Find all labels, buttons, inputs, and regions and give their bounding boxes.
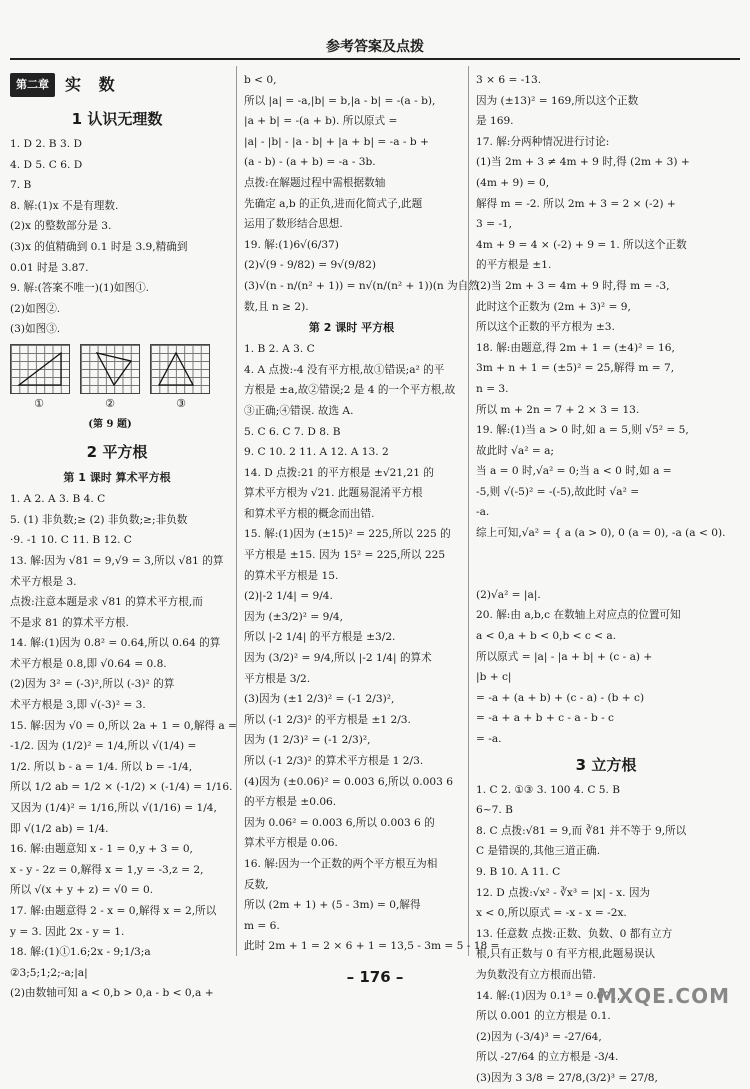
answer-line: 先确定 a,b 的正负,进而化简式子,此题 — [244, 197, 423, 210]
answer-line: 所以 |a| = -a,|b| = b,|a - b| = -(a - b), — [244, 94, 436, 107]
answer-line: (2)因为 3² = (-3)²,所以 (-3)² 的算 — [10, 678, 175, 691]
answer-line: 当 a = 0 时,√a² = 0;当 a < 0 时,如 a = — [476, 465, 672, 478]
answer-line: 18. 解:由题意,得 2m + 1 = (±4)² = 16, — [476, 341, 675, 354]
grid-figure-3 — [150, 344, 210, 394]
answer-line: 13. 任意数 点拨:正数、负数、0 都有立方 — [476, 927, 673, 940]
answer-line: 17. 解:分两种情况进行讨论: — [476, 135, 610, 148]
column-divider-1 — [236, 66, 237, 956]
answer-line: 所以 (-1 2/3)² 的平方根是 ±1 2/3. — [244, 713, 411, 726]
answer-line: 即 √(1/2 ab) = 1/4. — [10, 822, 109, 835]
answer-line: 所以 0.001 的立方根是 0.1. — [476, 1010, 611, 1023]
answer-line: n = 3. — [476, 382, 509, 395]
chapter-heading — [10, 70, 224, 100]
answer-line: = -a + (a + b) + (c - a) - (b + c) — [476, 691, 645, 704]
answer-line: 所以 |-2 1/4| 的平方根是 ±3/2. — [244, 631, 396, 644]
answer-line: 的平方根是 ±0.06. — [244, 796, 337, 809]
answer-line: 的算术平方根是 15. — [244, 569, 339, 582]
answer-line: x - y - 2z = 0,解得 x = 1,y = -3,z = 2, — [10, 863, 204, 876]
answer-line: = -a. — [476, 733, 502, 745]
answer-line: 所以 -27/64 的立方根是 -3/4. — [476, 1051, 619, 1064]
answer-line: (2)因为 (-3/4)³ = -27/64, — [476, 1030, 602, 1043]
answer-line: a < 0,a + b < 0,b < c < a. — [476, 630, 617, 643]
figure-label: ① — [34, 396, 44, 410]
answer-line: -5,则 √(-5)² = -(-5),故此时 √a² = — [476, 485, 640, 498]
answer-line: 14. 解:(1)因为 0.1³ = 0.001, — [476, 989, 621, 1002]
answer-line: 术平方根是 3,即 √(-3)² = 3. — [10, 699, 146, 712]
answer-line: 19. 解:(1)6√(6/37) — [244, 238, 339, 251]
answer-line: = -a + a + b + c - a - b - c — [476, 712, 614, 725]
answer-line: 算术平方根为 √21. 此题易混淆平方根 — [244, 487, 423, 500]
answer-line: 18. 解:(1)①1.6;2x - 9;1/3;a — [10, 946, 151, 959]
answer-line: 3m + n + 1 = (±5)² = 25,解得 m = 7, — [476, 362, 675, 375]
answer-line: 反数, — [244, 878, 269, 891]
answer-line: 15. 解:(1)因为 (±15)² = 225,所以 225 的 — [244, 528, 451, 541]
answer-line: 19. 解:(1)当 a > 0 时,如 a = 5,则 √5² = 5, — [476, 424, 689, 437]
answer-line: 3 × 6 = -13. — [476, 74, 542, 86]
answer-line: 点拨:在解题过程中需根据数轴 — [244, 176, 386, 189]
answer-line: 的平方根是 ±1. — [476, 259, 552, 272]
answer-line: 1. A 2. A 3. B 4. C — [10, 493, 106, 506]
answer-line: 是 169. — [476, 115, 514, 128]
answer-line: (2)√(9 - 9/82) = 9√(9/82) — [244, 259, 377, 272]
answer-line: |a + b| = -(a + b). 所以原式 = — [244, 115, 398, 128]
answer-line: 3 = -1, — [476, 218, 513, 231]
answer-line: -1/2. 因为 (1/2)² = 1/4,所以 √(1/4) = — [10, 740, 197, 753]
answer-line: 1. C 2. ①③ 3. 100 4. C 5. B — [476, 783, 621, 796]
lesson-title-1: 第 1 课时 算术平方根 — [63, 471, 171, 485]
answer-line: 所以原式 = |a| - |a + b| + (c - a) + — [476, 650, 653, 663]
answer-line: m = 6. — [244, 919, 280, 932]
answer-line: C 是错误的,其他三道正确. — [476, 845, 601, 858]
answer-line: 7. B — [10, 179, 32, 192]
answer-line — [476, 544, 736, 565]
answer-line: (2)√a² = |a|. — [476, 588, 541, 601]
answer-line: 和算术平方根的概念而出错. — [244, 507, 375, 520]
figure-label: ② — [105, 396, 115, 410]
header-rule — [10, 58, 740, 60]
answer-line: 根,只有正数与 0 有平方根,此题易误认 — [476, 948, 656, 961]
answer-line: 综上可知,√a² = { a (a > 0), 0 (a = 0), -a (a < 0). — [476, 527, 726, 540]
answer-line: 1/2. 所以 b - a = 1/4. 所以 b = -1/4, — [10, 760, 193, 773]
chapter-badge: 第二章 — [10, 73, 55, 98]
answer-line: (1)当 2m + 3 ≠ 4m + 9 时,得 (2m + 3) + — [476, 156, 690, 169]
answer-line: 因为 (±3/2)² = 9/4, — [244, 610, 344, 623]
column-divider-2 — [468, 66, 469, 956]
watermark: MXQE.COM — [596, 984, 730, 1008]
answer-line: 因为 (1 2/3)² = (-1 2/3)², — [244, 734, 371, 747]
page-number: – 176 – — [346, 968, 404, 986]
answer-line: (3)因为 (±1 2/3)² = (-1 2/3)², — [244, 693, 395, 706]
answer-line: 算术平方根是 0.06. — [244, 837, 338, 850]
answer-line: 又因为 (1/4)² = 1/16,所以 √(1/16) = 1/4, — [10, 802, 217, 815]
answer-line: 16. 解:因为一个正数的两个平方根互为相 — [244, 857, 438, 870]
answer-block-1b — [10, 489, 237, 1004]
answer-line: |a| - |b| - |a - b| + |a + b| = -a - b + — [244, 135, 429, 148]
figure-label: ③ — [176, 396, 186, 410]
answer-line: 因为 0.06² = 0.003 6,所以 0.003 6 的 — [244, 816, 435, 829]
answer-line: 4. D 5. C 6. D — [10, 158, 83, 171]
answer-line: 16. 解:由题意知 x - 1 = 0,y + 3 = 0, — [10, 843, 193, 856]
answer-line: 所以 1/2 ab = 1/2 × (-1/2) × (-1/4) = 1/16. — [10, 781, 233, 794]
answer-line: |b + c| — [476, 671, 512, 684]
answer-line — [476, 564, 736, 585]
answer-block-1a — [10, 134, 224, 340]
answer-line: (3)因为 3 3/8 = 27/8,(3/2)³ = 27/8, — [476, 1071, 658, 1084]
section-title-2: 2 平方根 — [86, 443, 148, 462]
chapter-title: 实 数 — [65, 74, 121, 94]
answer-line: 数,且 n ≥ 2). — [244, 300, 309, 313]
answer-line: 14. 解:(1)因为 0.8² = 0.64,所以 0.64 的算 — [10, 637, 221, 650]
answer-line: 1. D 2. B 3. D — [10, 138, 82, 150]
answer-line: 所以这个正数的平方根为 ±3. — [476, 321, 615, 334]
answer-line: 5. C 6. C 7. D 8. B — [244, 425, 341, 438]
section-title-3: 3 立方根 — [575, 755, 637, 774]
answer-line: (2)由数轴可知 a < 0,b > 0,a - b < 0,a + — [10, 987, 214, 1000]
page-title: 参考答案及点拨 — [326, 39, 424, 55]
answer-line: 9. 解:(答案不唯一)(1)如图①. — [10, 282, 150, 295]
answer-line: (2)如图②. — [10, 302, 61, 315]
answer-block-2a — [244, 70, 479, 317]
answer-line: (3)如图③. — [10, 323, 61, 336]
answer-line: 所以 √(x + y + z) = √0 = 0. — [10, 884, 154, 897]
answer-line: 故此时 √a² = a; — [476, 444, 554, 457]
answer-line: y = 3. 因此 2x - y = 1. — [10, 925, 125, 938]
answer-line: (3)x 的值精确到 0.1 时是 3.9,精确到 — [10, 240, 188, 253]
answer-line: 14. D 点拨:21 的平方根是 ±√21,21 的 — [244, 466, 434, 479]
answer-line: 所以 (2m + 1) + (5 - 3m) = 0,解得 — [244, 899, 421, 912]
answer-line: (2)x 的整数部分是 3. — [10, 220, 112, 233]
answer-line: b < 0, — [244, 74, 277, 86]
answer-line: (3)√(n - n/(n² + 1)) = n√(n/(n² + 1))(n 为自然 — [244, 279, 479, 292]
answer-line: 9. B 10. A 11. C — [476, 865, 561, 878]
answer-line: 4. A 点拨:-4 没有平方根,故①错误;a² 的平 — [244, 363, 445, 376]
answer-line: 解得 m = -2. 所以 2m + 3 = 2 × (-2) + — [476, 197, 676, 210]
grid-figure-2 — [80, 344, 140, 394]
answer-line: 术平方根是 0.8,即 √0.64 = 0.8. — [10, 657, 167, 670]
answer-line: 因为 (±13)² = 169,所以这个正数 — [476, 94, 639, 107]
column-1 — [10, 70, 237, 1004]
answer-line: (a - b) - (a + b) = -a - 3b. — [244, 156, 376, 169]
answer-line: 点拨:注意本题是求 √81 的算术平方根,而 — [10, 596, 203, 609]
answer-line: 为负数没有立方根而出错. — [476, 968, 596, 981]
answer-line: 运用了数形结合思想. — [244, 218, 343, 231]
answer-line: -a. — [476, 506, 490, 519]
answer-line: (4)因为 (±0.06)² = 0.003 6,所以 0.003 6 — [244, 775, 453, 788]
answer-line: 8. C 点拨:√81 = 9,而 ∛81 并不等于 9,所以 — [476, 824, 687, 837]
answer-line: 4m + 9 = 4 × (-2) + 9 = 1. 所以这个正数 — [476, 238, 687, 251]
answer-line: 此时这个正数为 (2m + 3)² = 9, — [476, 300, 631, 313]
answer-line: 所以 (-1 2/3)² 的算术平方根是 1 2/3. — [244, 755, 424, 767]
answer-line: 5. (1) 非负数;≥ (2) 非负数;≥;非负数 — [10, 513, 188, 526]
answer-line: 方根是 ±a,故②错误;2 是 4 的一个平方根,故 — [244, 384, 456, 397]
section-title-1: 1 认识无理数 — [71, 110, 163, 128]
answer-line: (4m + 9) = 0, — [476, 176, 550, 189]
answer-line: 9. C 10. 2 11. A 12. A 13. 2 — [244, 446, 389, 459]
figure-caption: (第 9 题) — [88, 418, 132, 430]
answer-line: ③正确;④错误. 故选 A. — [244, 404, 354, 417]
answer-line: 平方根是 ±15. 因为 15² = 225,所以 225 — [244, 549, 446, 562]
answer-line: 13. 解:因为 √81 = 9,√9 = 3,所以 √81 的算 — [10, 554, 224, 567]
answer-line: 此时 2m + 1 = 2 × 6 + 1 = 13,5 - 3m = 5 - 18 = — [244, 940, 500, 953]
answer-line: 平方根是 3/2. — [244, 672, 311, 685]
answer-block-3b — [476, 780, 736, 1089]
grid-figure-1 — [10, 344, 70, 394]
answer-block-3a — [476, 70, 736, 750]
answer-line: 不是求 81 的算术平方根. — [10, 616, 129, 629]
column-3 — [476, 70, 736, 1089]
answer-line: 15. 解:因为 √0 = 0,所以 2a + 1 = 0,解得 a = — [10, 719, 237, 732]
answer-line: 术平方根是 3. — [10, 575, 77, 588]
page-header — [0, 0, 750, 60]
answer-line: 因为 (3/2)² = 9/4,所以 |-2 1/4| 的算术 — [244, 652, 432, 665]
answer-line: (2)|-2 1/4| = 9/4. — [244, 590, 333, 603]
answer-line: x < 0,所以原式 = -x - x = -2x. — [476, 907, 627, 920]
answer-line: 20. 解:由 a,b,c 在数轴上对应点的位置可知 — [476, 609, 681, 622]
answer-line: 所以 m + 2n = 7 + 2 × 3 = 13. — [476, 403, 640, 416]
answer-line: 12. D 点拨:√x² - ∛x³ = |x| - x. 因为 — [476, 886, 651, 899]
answer-line: 1. B 2. A 3. C — [244, 343, 315, 356]
figure-9 — [10, 344, 224, 435]
answer-line: 8. 解:(1)x 不是有理数. — [10, 199, 119, 212]
answer-line: ·9. -1 10. C 11. B 12. C — [10, 534, 132, 547]
answer-line: 0.01 时是 3.87. — [10, 261, 89, 274]
answer-line: 6~7. B — [476, 804, 513, 817]
answer-line: 17. 解:由题意得 2 - x = 0,解得 x = 2,所以 — [10, 905, 217, 917]
answer-line: (2)当 2m + 3 = 4m + 9 时,得 m = -3, — [476, 279, 670, 292]
lesson-title-2: 第 2 课时 平方根 — [308, 321, 395, 335]
answer-line: ②3;5;1;2;-a;|a| — [10, 966, 88, 979]
